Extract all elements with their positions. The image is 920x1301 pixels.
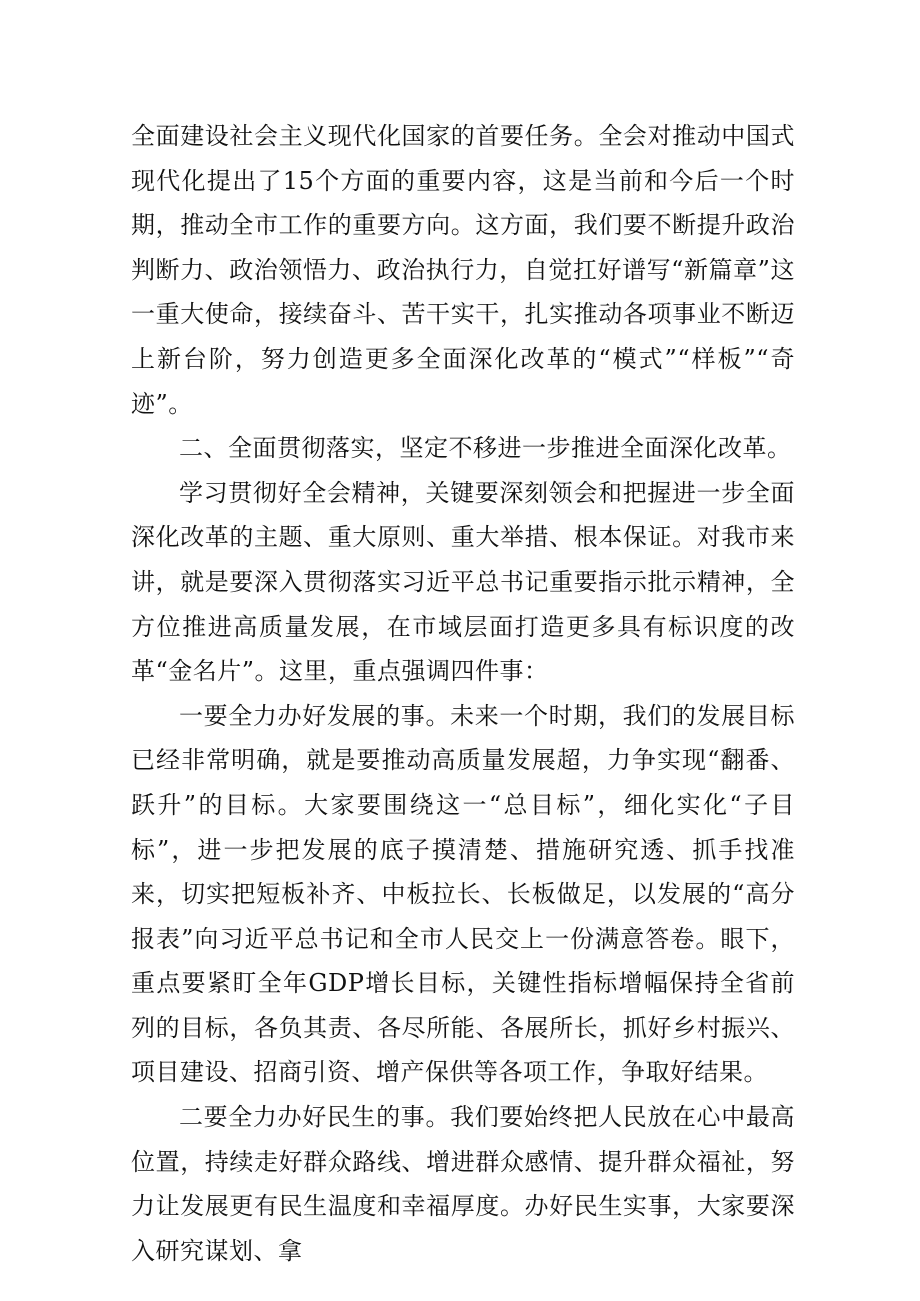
document-body	[131, 114, 795, 1273]
paragraph-1: 全面建设社会主义现代化国家的首要任务。全会对推动中国式现代化提出了15个方面的重要内容，这是当前和今后一个时期，推动全市工作的重要方向。这方面，我们要不断提升政治判断力、政治领悟力、政治执行力，自觉扛好谱写“新篇章”这一重大使命，接续奋斗、苦干实干，扎实推动各项事业不断迈上新台阶，努力创造更多全面深化改革的“模式”“样板”“奇迹”。	[131, 122, 795, 418]
section-heading-2: 二、全面贯彻落实，坚定不移进一步推进全面深化改革。	[179, 434, 792, 463]
paragraph-5: 二要全力办好民生的事。我们要始终把人民放在心中最高位置，持续走好群众路线、增进群众感情、提升群众福祉，努力让发展更有民生温度和幸福厚度。办好民生实事，大家要深入研究谋划、拿	[131, 1103, 795, 1265]
paragraph-4: 一要全力办好发展的事。未来一个时期，我们的发展目标已经非常明确，就是要推动高质量发展超，力争实现“翻番、跃升”的目标。大家要围绕这一“总目标”，细化实化“子目标”，进一步把发展的底子摸清楚、措施研究透、抓手找准来，切实把短板补齐、中板拉长、长板做足，以发展的“高分报表”向习近平总书记和全市人民交上一份满意答卷。眼下，重点要紧盯全年GDP增长目标，关键性指标增幅保持全省前列的目标，各负其责、各尽所能、各展所长，抓好乡村振兴、项目建设、招商引资、增产保供等各项工作，争取好结果。	[131, 701, 795, 1087]
paragraph-3: 学习贯彻好全会精神，关键要深刻领会和把握进一步全面深化改革的主题、重大原则、重大举措、根本保证。对我市来讲，就是要深入贯彻落实习近平总书记重要指示批示精神，全方位推进高质量发展，在市域层面打造更多具有标识度的改革“金名片”。这里，重点强调四件事：	[131, 478, 795, 686]
